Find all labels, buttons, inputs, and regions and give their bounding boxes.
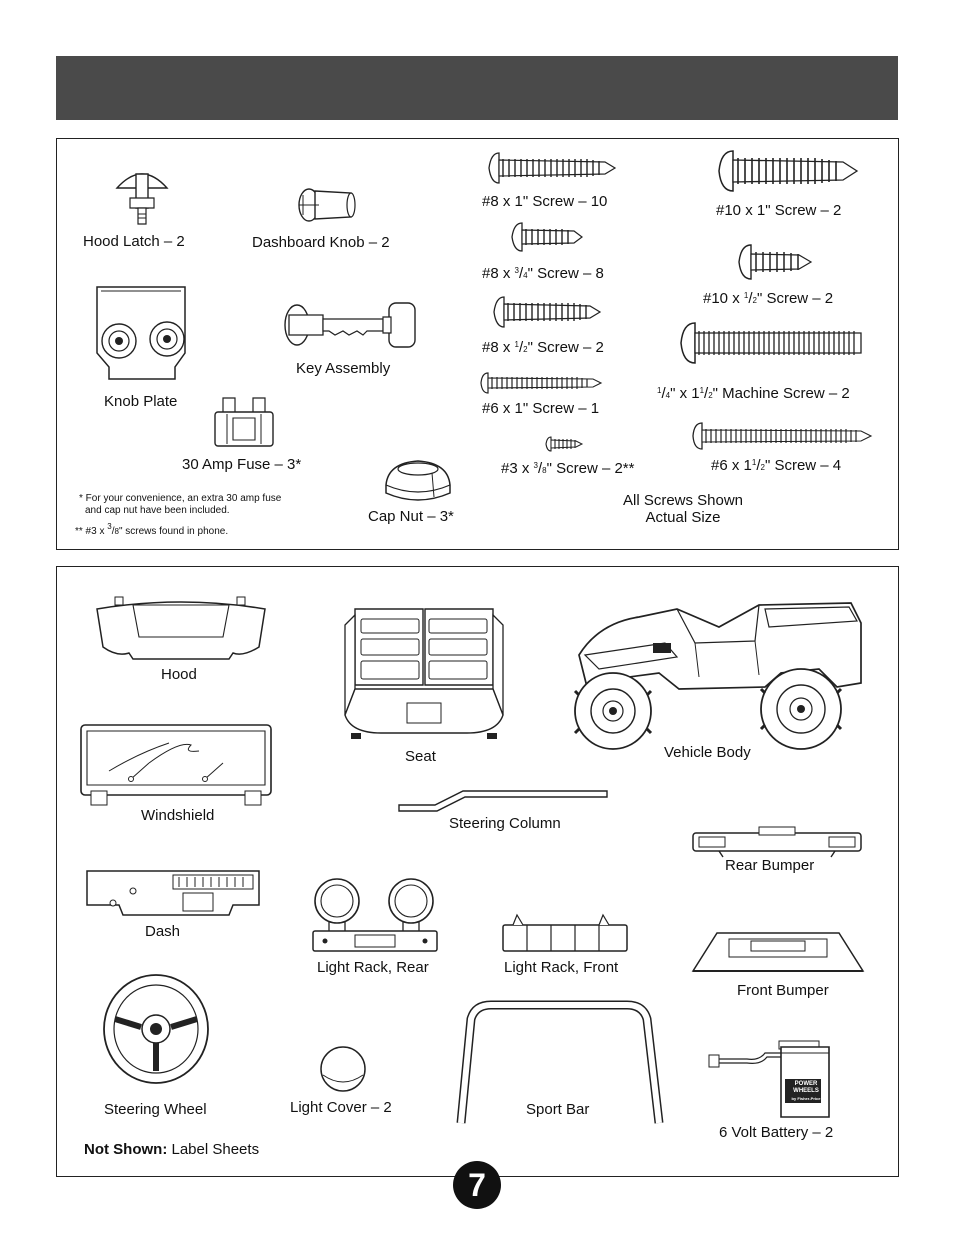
screw-6x112-prefix: #6 x 1 [711,457,752,474]
light-rack-front-label: Light Rack, Front [504,959,619,976]
footnote-fuse-line2: and cap nut have been included. [85,505,230,516]
fuse-label: 30 Amp Fuse – 3* [182,456,302,473]
battery-brand-line3: by Fisher-Price [791,1096,821,1101]
screw-8x12-suffix: " Screw – 2 [527,339,604,356]
steering-column-label: Steering Column [449,815,561,832]
not-shown-note [84,1141,259,1158]
steering-wheel-illustration [101,971,211,1085]
screw-3x38-icon [544,435,584,453]
hood-label: Hood [161,666,197,683]
hood-latch-illustration [112,164,172,234]
screw-10x12-label: #10 x $^1$/2" Screw – 2 [703,290,834,307]
actual-size-line2: Actual Size [645,509,721,526]
seat-illustration [341,605,507,741]
not-shown-heading: Not Shown: [84,1141,168,1158]
dashboard-knob-illustration [295,183,359,227]
front-bumper-illustration [689,927,867,977]
screw-3x38-num: 3 [533,461,538,470]
hardware-panel [56,138,899,550]
footnote-fuse [79,493,281,517]
screw-10x12-prefix: #10 x [703,290,744,307]
screw-10x1-label: #10 x 1" Screw – 2 [716,202,842,219]
screw-10x12-suffix: " Screw – 2 [756,290,834,307]
screw-8x1-icon [487,151,617,185]
screw-8x12-icon [492,295,602,329]
dashboard-knob-label: Dashboard Knob – 2 [252,234,390,251]
windshield-illustration [79,723,273,809]
screw-6x1-label: #6 x 1" Screw – 1 [482,400,600,417]
hood-latch-label: Hood Latch – 2 [83,233,185,250]
cap-nut-illustration [382,455,454,505]
vehicle-body-illustration [569,583,869,755]
screw-8x12-den: 2 [523,345,528,354]
light-cover-label: Light Cover – 2 [290,1099,392,1116]
battery-brand-line1: POWER [794,1081,818,1087]
key-assembly-label: Key Assembly [296,360,391,377]
windshield-label: Windshield [141,807,215,824]
rear-bumper-illustration [689,825,865,861]
screw-10x12-icon [737,243,813,281]
machine-screw-num2: 1 [699,386,705,395]
battery-label: 6 Volt Battery – 2 [719,1124,834,1141]
screw-6x112-num: 1 [751,458,757,467]
footnote-phone-prefix: ** #3 x [75,526,108,537]
screw-8x34-prefix: #8 x [482,265,515,282]
light-rack-front-illustration [499,911,631,955]
actual-size-note [623,492,743,526]
screw-10x12-den: 2 [752,296,757,305]
screw-6x112-suffix: " Screw – 4 [764,457,842,474]
screw-3x38-suffix: " Screw – 2** [546,460,635,477]
battery-brand-line2: WHEELS [793,1088,819,1094]
screw-6x112-icon [691,421,873,451]
actual-size-line1: All Screws Shown [622,492,744,509]
steering-wheel-label: Steering Wheel [104,1101,207,1118]
battery-illustration [707,1039,833,1119]
footnote-phone-den: 8 [114,527,119,536]
light-cover-illustration [319,1045,367,1093]
light-rack-rear-illustration [307,875,443,957]
screw-8x12-label: #8 x $^1$/2" Screw – 2 [482,339,604,356]
machine-screw-icon [679,321,865,365]
footnote-phone-suffix: " screws found in phone. [118,526,229,537]
vehicle-body-label: Vehicle Body [664,744,751,761]
front-bumper-label: Front Bumper [737,982,829,999]
screw-8x12-num: 1 [514,340,519,349]
hood-illustration [93,595,269,665]
footnote-phone: ** #3 x $^3$/8" screws found in phone. [75,522,229,537]
screw-3x38-prefix: #3 x [501,460,534,477]
screw-8x34-icon [510,221,584,253]
dash-illustration [83,865,263,919]
screw-3x38-den: 8 [542,466,547,475]
screw-8x12-prefix: #8 x [482,339,515,356]
parts-panel [56,566,899,1177]
footnote-fuse-line1: * For your convenience, an extra 30 amp fuse [79,493,282,504]
rear-bumper-label: Rear Bumper [725,857,815,874]
screw-8x34-label: #8 x $^3$/4" Screw – 8 [482,265,604,282]
knob-plate-illustration [91,283,191,383]
battery-brand [788,1081,824,1102]
sport-bar-label: Sport Bar [526,1101,590,1118]
screw-8x34-num: 3 [514,266,519,275]
machine-screw-num: 1 [657,386,662,395]
seat-label: Seat [405,748,436,765]
knob-plate-label: Knob Plate [104,393,178,410]
screw-6x112-den: 2 [760,463,765,472]
screw-6x112-label: #6 x $1^1/2$" Screw – 4 [711,457,842,474]
screw-8x34-den: 4 [523,271,528,280]
steering-column-illustration [395,785,613,815]
screw-3x38-label: #3 x $^3$/8" Screw – 2** [501,460,635,477]
screw-8x1-label: #8 x 1" Screw – 10 [482,193,608,210]
dash-label: Dash [145,923,181,940]
key-assembly-illustration [279,295,419,355]
machine-screw-label: $^1$/4" x $1^1/2$" Machine Screw – 2 [657,385,850,402]
footnote-phone-num: 3 [107,522,112,531]
screw-10x1-icon [717,149,859,193]
page-number: 7 [453,1161,501,1209]
not-shown-value: Label Sheets [167,1141,260,1158]
screw-8x34-suffix: " Screw – 8 [527,265,604,282]
cap-nut-label: Cap Nut – 3* [368,508,454,525]
machine-screw-den: 4 [665,391,671,400]
screw-10x12-num: 1 [743,291,749,300]
machine-screw-suffix: " Machine Screw – 2 [712,385,850,402]
machine-screw-den2: 2 [708,391,713,400]
machine-screw-mid: " x 1 [670,385,700,402]
header-banner [56,56,898,120]
screw-6x1-icon [479,371,603,395]
light-rack-rear-label: Light Rack, Rear [317,959,429,976]
fuse-illustration [213,396,275,450]
